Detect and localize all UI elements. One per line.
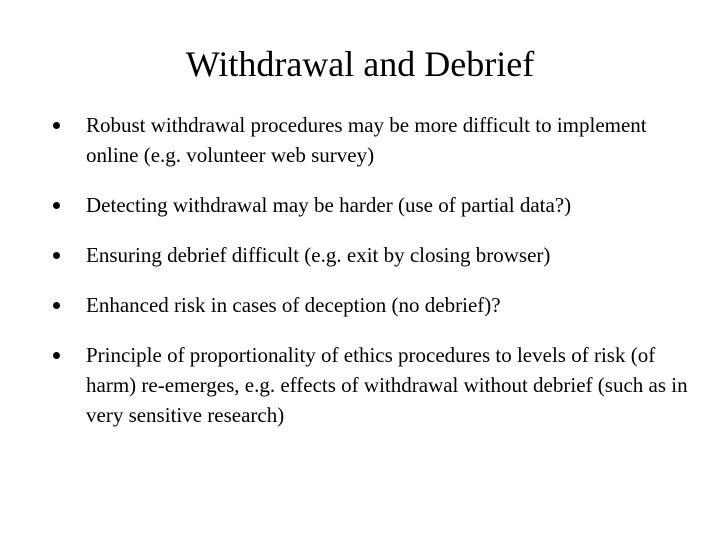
bullet-item-withdrawal-procedures xyxy=(48,110,688,170)
bullet-dot-icon xyxy=(53,122,60,129)
bullet-item-proportionality xyxy=(48,340,688,430)
bullet-text: Ensuring debrief difficult (e.g. exit by closing browser) xyxy=(86,243,551,267)
bullet-text: Detecting withdrawal may be harder (use of partial data?) xyxy=(86,193,572,217)
bullet-dot-icon xyxy=(53,302,60,309)
slide-title: Withdrawal and Debrief xyxy=(185,44,535,84)
bullet-item-ensuring-debrief xyxy=(48,240,688,270)
bullet-dot-icon xyxy=(53,252,60,259)
bullet-dot-icon xyxy=(53,352,60,359)
bullet-item-enhanced-risk xyxy=(48,290,688,320)
bullet-dot-icon xyxy=(53,202,60,209)
bullet-text: Enhanced risk in cases of deception (no debrief)? xyxy=(86,293,501,317)
bullet-text: Principle of proportionality of ethics procedures to levels of risk (of harm) re-emerges, e.g. effects of withdrawal without debrief (such as in very sensitive research) xyxy=(86,343,688,427)
bullet-text: Robust withdrawal procedures may be more difficult to implement online (e.g. volunteer web survey) xyxy=(86,113,647,167)
bullet-list xyxy=(48,110,688,430)
bullet-item-detecting-withdrawal xyxy=(48,190,688,220)
